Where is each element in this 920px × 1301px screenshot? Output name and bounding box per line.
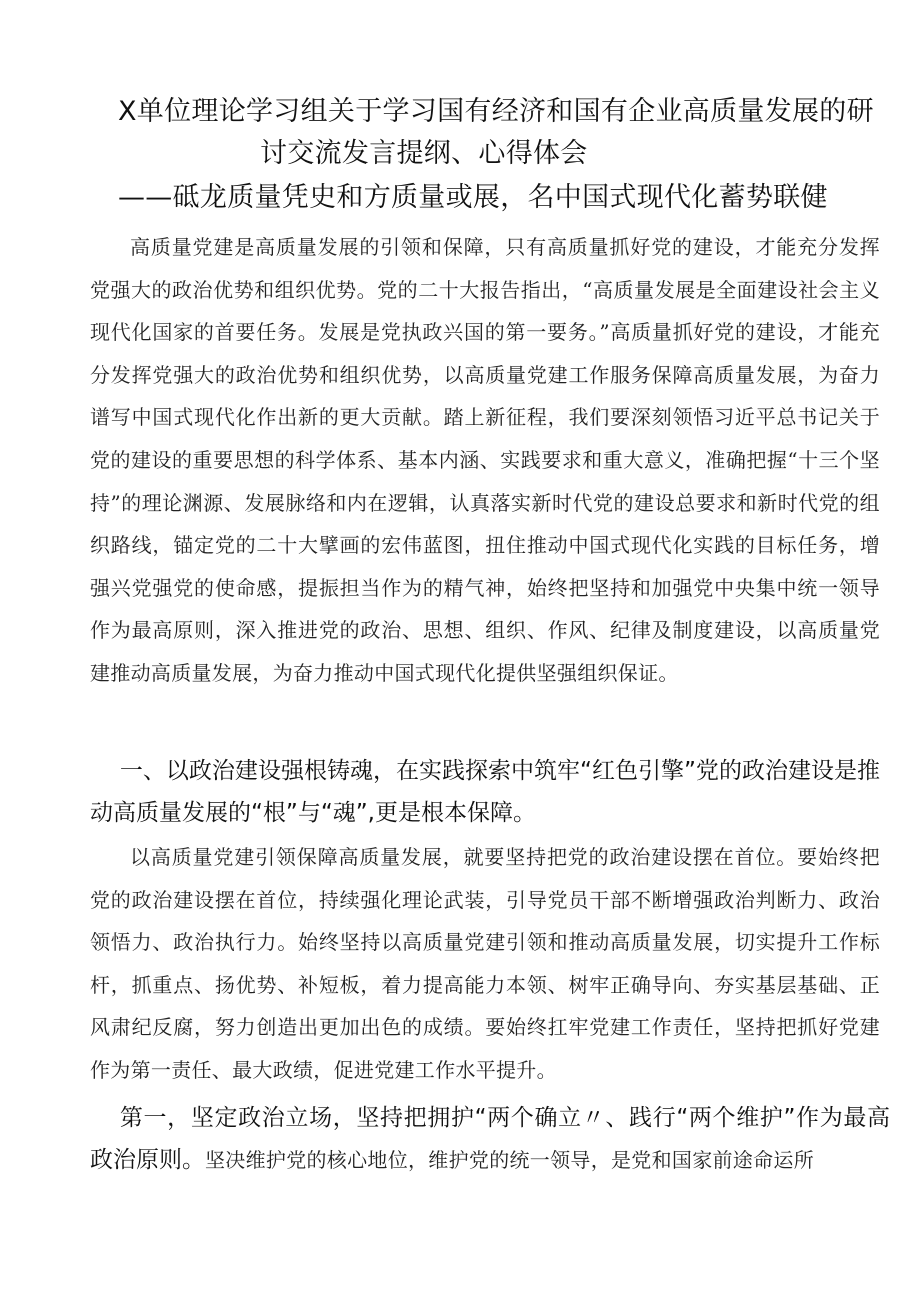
section-1-paragraph: 以高质量党建引领保障高质量发展，就要坚持把党的政治建设摆在首位。要始终把党的政治建设摆在首位，持续强化理论武装，引导党员干部不断增强政治判断力、政治领悟力、政治执行力。始终坚持以高质量党建引领和推动高质量发展，切实提升工作标杆，抓重点、扬优势、补短板，着力提高能力本领、树牢正确导向、夯实基层基础、正风肃纪反腐，努力创造出更加出色的成绩。要始终扛牢党建工作责任，坚持把抓好党建作为第一责任、最大政绩，促进党建工作水平提升。 [90,845,880,1082]
subsection-text: 坚决维护党的核心地位，维护党的统一领导，是党和国家前途命运所 [205,1148,814,1172]
document-title-line-2: 讨交流发言提纲、心得体会 [260,138,588,169]
section-heading-1: 一、以政治建设强根铸魂，在实践探索中筑牢“红色引擎”党的政治建设是推动高质量发展的“根”与“魂”,更是根本保障。 [90,758,880,826]
subsection-heading: 第一，坚定政治立场，坚持把拥护“两个确立〃、践行“两个维护”作为最高政治原则。 [90,1105,890,1173]
intro-paragraph: 高质量党建是高质量发展的引领和保障，只有高质量抓好党的建设，才能充分发挥党强大的政治优势和组织优势。党的二十大报告指出，“高质量发展是全面建设社会主义现代化国家的首要任务。发展是党执政兴国的第一要务。”高质量抓好党的建设，才能充分发挥党强大的政治优势和组织优势，以高质量党建工作服务保障高质量发展，为奋力谱写中国式现代化作出新的更大贡献。踏上新征程，我们要深刻领悟习近平总书记关于党的建设的重要思想的科学体系、基本内涵、实践要求和重大意义，准确把握“十三个坚持”的理论渊源、发展脉络和内在逻辑，认真落实新时代党的建设总要求和新时代党的组织路线，锚定党的二十大擘画的宏伟蓝图，扭住推动中国式现代化实践的目标任务，增强兴党强党的使命感，提振担当作为的精气神，始终把坚持和加强党中央集中统一领导作为最高原则，深入推进党的政治、思想、组织、作风、纪律及制度建设，以高质量党建推动高质量发展，为奋力推动中国式现代化提供坚强组织保证。 [90,235,880,685]
document-title-line-1: X单位理论学习组关于学习国有经济和国有企业高质量发展的研 [118,96,874,127]
document-subtitle: ——砥龙质量凭史和方质量或展，名中国式现代化蓄势联健 [118,182,828,213]
subsection-paragraph [90,1097,890,1181]
